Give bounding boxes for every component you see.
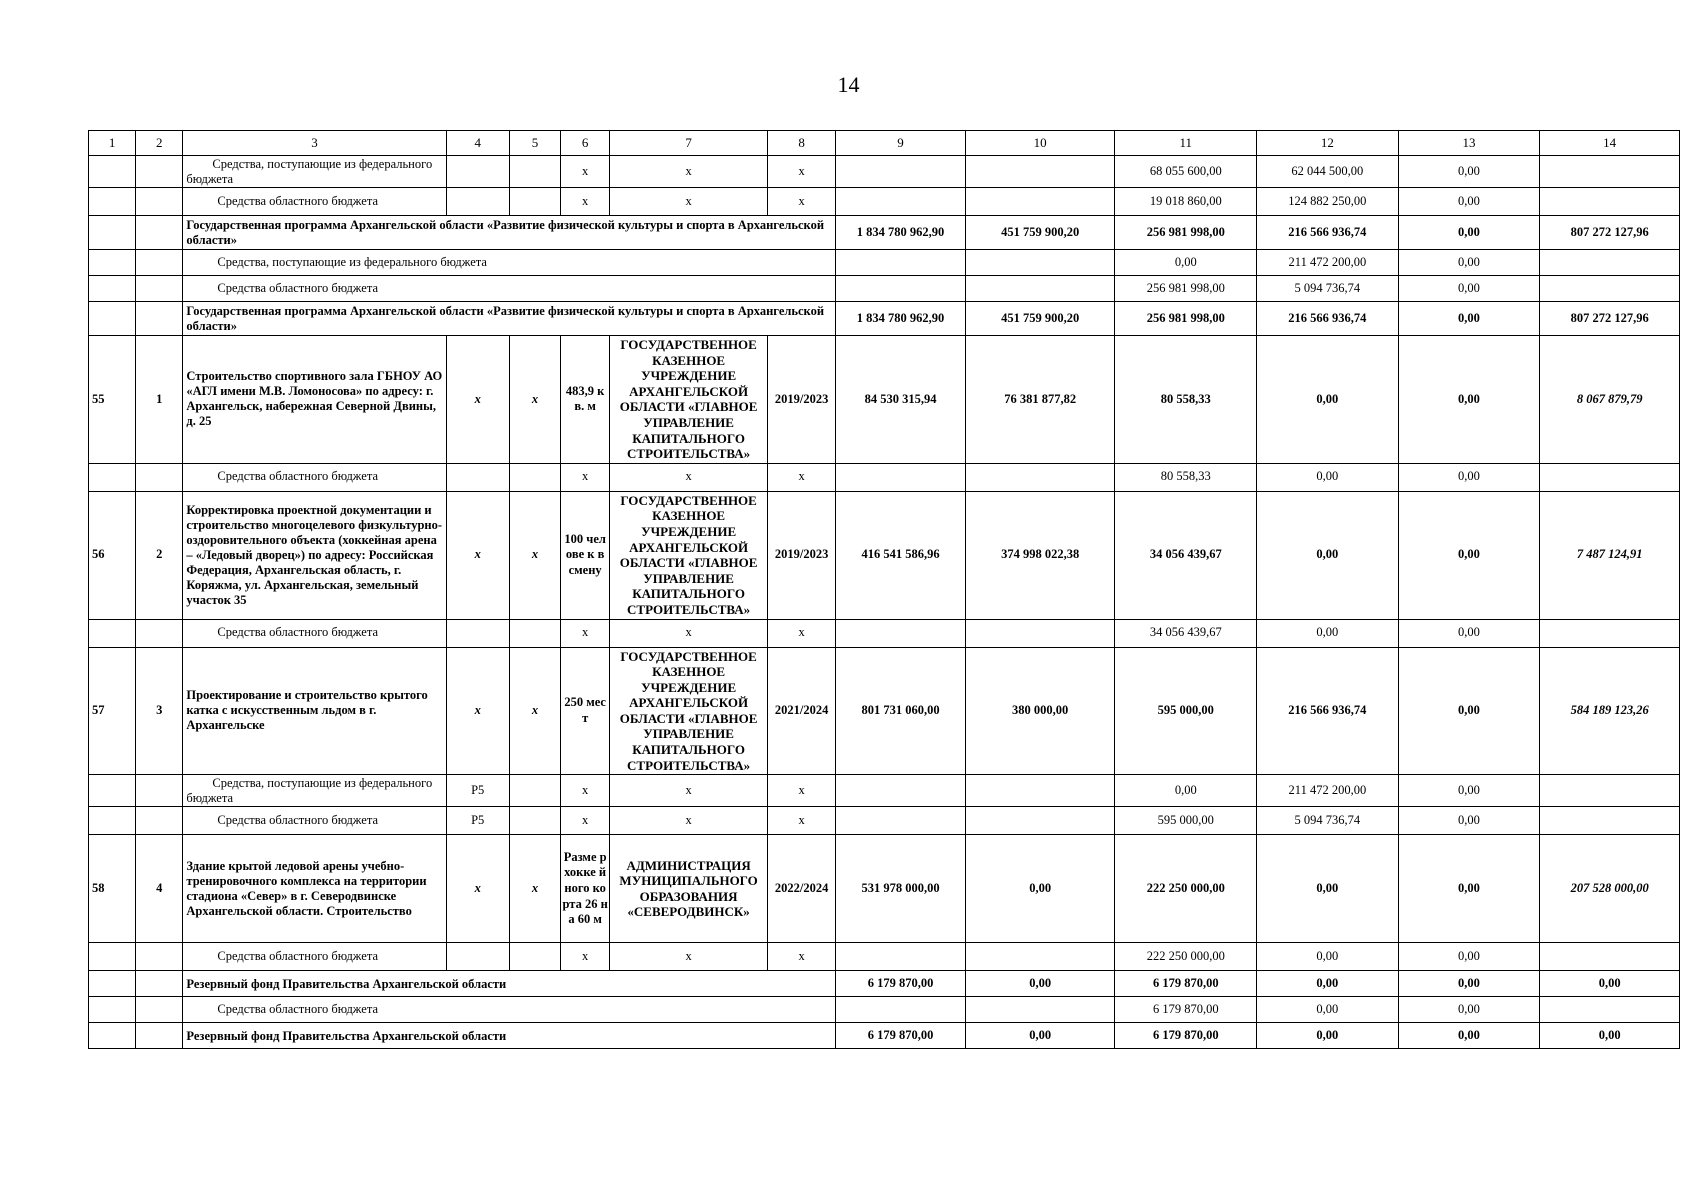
object-sub-number: 4: [136, 835, 183, 943]
cell-col4: [446, 188, 509, 216]
cell-col4: [446, 619, 509, 647]
amount-col13: 0,00: [1398, 971, 1540, 997]
cell-empty: [136, 302, 183, 336]
cell-col8: x: [767, 619, 835, 647]
column-number: 13: [1398, 131, 1540, 156]
row-label: Средства, поступающие из федерального бюджета: [183, 775, 446, 807]
cell-col6: x: [561, 619, 610, 647]
amount-col12: 0,00: [1257, 336, 1399, 464]
amount-col13: 0,00: [1398, 250, 1540, 276]
cell-empty: [1540, 619, 1680, 647]
table-row: [89, 216, 1680, 250]
object-capacity: Разме р хокке йного корта 26 на 60 м: [561, 835, 610, 943]
cell-empty: [965, 619, 1115, 647]
program-title: Государственная программа Архангельской области «Развитие физической культуры и спорта в Архангельской области»: [183, 216, 836, 250]
amount-col9: 84 530 315,94: [836, 336, 966, 464]
object-number: 55: [89, 336, 136, 464]
row-label: Средства областного бюджета: [183, 807, 446, 835]
amount-col14: 207 528 000,00: [1540, 835, 1680, 943]
amount-col13: 0,00: [1398, 216, 1540, 250]
amount-col11: 595 000,00: [1115, 807, 1257, 835]
object-capacity: 483,9 кв. м: [561, 336, 610, 464]
amount-col12: 0,00: [1257, 619, 1399, 647]
cell-col7: x: [610, 775, 768, 807]
cell-empty: [836, 997, 966, 1023]
cell-col7: x: [610, 156, 768, 188]
cell-empty: [89, 619, 136, 647]
amount-col13: 0,00: [1398, 835, 1540, 943]
amount-col14: 807 272 127,96: [1540, 216, 1680, 250]
amount-col12: 216 566 936,74: [1257, 216, 1399, 250]
cell-empty: [89, 971, 136, 997]
amount-col13: 0,00: [1398, 188, 1540, 216]
amount-col13: 0,00: [1398, 276, 1540, 302]
cell-empty: [836, 250, 966, 276]
cell-col4: [446, 156, 509, 188]
amount-col14: 584 189 123,26: [1540, 647, 1680, 775]
column-number: 10: [965, 131, 1115, 156]
object-customer: ГОСУДАРСТВЕННОЕ КАЗЕННОЕ УЧРЕЖДЕНИЕ АРХАНГЕЛЬСКОЙ ОБЛАСТИ «ГЛАВНОЕ УПРАВЛЕНИЕ КАПИТАЛЬНОГО СТРОИТЕЛЬСТВА»: [610, 491, 768, 619]
cell-col5: x: [509, 835, 560, 943]
table-row: [89, 971, 1680, 997]
amount-col9: 1 834 780 962,90: [836, 216, 966, 250]
table-row: [89, 943, 1680, 971]
table-row: [89, 188, 1680, 216]
table-row: [89, 1023, 1680, 1049]
program-title: Резервный фонд Правительства Архангельской области: [183, 1023, 836, 1049]
amount-col14: 0,00: [1540, 971, 1680, 997]
cell-empty: [136, 250, 183, 276]
cell-empty: [836, 775, 966, 807]
column-number: 11: [1115, 131, 1257, 156]
cell-col6: x: [561, 807, 610, 835]
amount-col12: 124 882 250,00: [1257, 188, 1399, 216]
cell-col4: x: [446, 647, 509, 775]
cell-empty: [965, 997, 1115, 1023]
amount-col12: 0,00: [1257, 971, 1399, 997]
object-customer: ГОСУДАРСТВЕННОЕ КАЗЕННОЕ УЧРЕЖДЕНИЕ АРХАНГЕЛЬСКОЙ ОБЛАСТИ «ГЛАВНОЕ УПРАВЛЕНИЕ КАПИТАЛЬНОГО СТРОИТЕЛЬСТВА»: [610, 647, 768, 775]
cell-col6: x: [561, 943, 610, 971]
cell-col6: x: [561, 775, 610, 807]
amount-col10: 0,00: [965, 971, 1115, 997]
cell-empty: [89, 997, 136, 1023]
object-period: 2019/2023: [767, 336, 835, 464]
cell-empty: [965, 943, 1115, 971]
amount-col11: 222 250 000,00: [1115, 835, 1257, 943]
object-period: 2022/2024: [767, 835, 835, 943]
amount-col11: 256 981 998,00: [1115, 216, 1257, 250]
cell-col8: x: [767, 775, 835, 807]
amount-col12: 0,00: [1257, 463, 1399, 491]
cell-col8: x: [767, 807, 835, 835]
amount-col13: 0,00: [1398, 1023, 1540, 1049]
cell-empty: [509, 619, 560, 647]
amount-col13: 0,00: [1398, 491, 1540, 619]
column-number: 5: [509, 131, 560, 156]
amount-col13: 0,00: [1398, 336, 1540, 464]
cell-empty: [965, 276, 1115, 302]
cell-col4: x: [446, 336, 509, 464]
table-row: [89, 156, 1680, 188]
column-number-row: [89, 131, 1680, 156]
cell-col7: x: [610, 943, 768, 971]
object-number: 58: [89, 835, 136, 943]
amount-col9: 801 731 060,00: [836, 647, 966, 775]
row-label: Средства, поступающие из федерального бюджета: [183, 250, 836, 276]
column-number: 4: [446, 131, 509, 156]
cell-empty: [136, 276, 183, 302]
cell-empty: [1540, 276, 1680, 302]
cell-empty: [836, 188, 966, 216]
object-sub-number: 1: [136, 336, 183, 464]
cell-empty: [1540, 997, 1680, 1023]
row-label: Средства областного бюджета: [183, 997, 836, 1023]
cell-empty: [89, 250, 136, 276]
column-number: 14: [1540, 131, 1680, 156]
amount-col14: 8 067 879,79: [1540, 336, 1680, 464]
cell-empty: [1540, 943, 1680, 971]
cell-col5: x: [509, 647, 560, 775]
cell-empty: [509, 188, 560, 216]
object-name: Строительство спортивного зала ГБНОУ АО «АГЛ имени М.В. Ломоносова» по адресу: г. Архангельск, набережная Северной Двины, д. 25: [183, 336, 446, 464]
amount-col12: 0,00: [1257, 491, 1399, 619]
amount-col11: 34 056 439,67: [1115, 491, 1257, 619]
cell-col6: x: [561, 188, 610, 216]
table-row: [89, 491, 1680, 619]
amount-col13: 0,00: [1398, 775, 1540, 807]
amount-col12: 5 094 736,74: [1257, 276, 1399, 302]
cell-empty: [89, 943, 136, 971]
amount-col12: 5 094 736,74: [1257, 807, 1399, 835]
column-number: 2: [136, 131, 183, 156]
cell-empty: [1540, 463, 1680, 491]
cell-empty: [965, 775, 1115, 807]
amount-col11: 34 056 439,67: [1115, 619, 1257, 647]
program-title: Резервный фонд Правительства Архангельской области: [183, 971, 836, 997]
amount-col12: 211 472 200,00: [1257, 250, 1399, 276]
cell-empty: [1540, 807, 1680, 835]
cell-col8: x: [767, 188, 835, 216]
column-number: 9: [836, 131, 966, 156]
amount-col14: 807 272 127,96: [1540, 302, 1680, 336]
amount-col12: 0,00: [1257, 1023, 1399, 1049]
cell-empty: [89, 302, 136, 336]
cell-empty: [136, 463, 183, 491]
cell-col6: x: [561, 156, 610, 188]
amount-col12: 211 472 200,00: [1257, 775, 1399, 807]
table-body: [89, 131, 1680, 1049]
amount-col12: 216 566 936,74: [1257, 647, 1399, 775]
budget-table: [88, 130, 1680, 1049]
column-number: 8: [767, 131, 835, 156]
table-row: [89, 463, 1680, 491]
object-name: Здание крытой ледовой арены учебно-тренировочного комплекса на территории стадиона «Север» в г. Северодвинске Архангельской области. Строительство: [183, 835, 446, 943]
cell-col7: x: [610, 619, 768, 647]
object-customer: АДМИНИСТРАЦИЯ МУНИЦИПАЛЬНОГО ОБРАЗОВАНИЯ «СЕВЕРОДВИНСК»: [610, 835, 768, 943]
amount-col9: 531 978 000,00: [836, 835, 966, 943]
cell-empty: [136, 997, 183, 1023]
object-customer: ГОСУДАРСТВЕННОЕ КАЗЕННОЕ УЧРЕЖДЕНИЕ АРХАНГЕЛЬСКОЙ ОБЛАСТИ «ГЛАВНОЕ УПРАВЛЕНИЕ КАПИТАЛЬНОГО СТРОИТЕЛЬСТВА»: [610, 336, 768, 464]
cell-col7: x: [610, 463, 768, 491]
cell-empty: [136, 971, 183, 997]
cell-empty: [1540, 188, 1680, 216]
amount-col11: 0,00: [1115, 250, 1257, 276]
amount-col11: 256 981 998,00: [1115, 276, 1257, 302]
amount-col13: 0,00: [1398, 647, 1540, 775]
cell-empty: [89, 276, 136, 302]
amount-col10: 374 998 022,38: [965, 491, 1115, 619]
cell-empty: [965, 807, 1115, 835]
amount-col11: 6 179 870,00: [1115, 1023, 1257, 1049]
cell-col4: x: [446, 491, 509, 619]
column-number: 12: [1257, 131, 1399, 156]
amount-col11: 256 981 998,00: [1115, 302, 1257, 336]
table-row: [89, 807, 1680, 835]
cell-col5: x: [509, 336, 560, 464]
table-row: [89, 276, 1680, 302]
object-capacity: 100 челове к в смену: [561, 491, 610, 619]
cell-empty: [136, 1023, 183, 1049]
row-label: Средства областного бюджета: [183, 276, 836, 302]
object-name: Корректировка проектной документации и строительство многоцелевого физкультурно-оздоровительного объекта (хоккейная арена – «Ледовый дворец») по адресу: Российская Федерация, Архангельская область, г. Коряжма, ул. Архангельская, земельный участок 35: [183, 491, 446, 619]
cell-empty: [509, 463, 560, 491]
column-number: 7: [610, 131, 768, 156]
cell-col4: x: [446, 835, 509, 943]
cell-empty: [836, 807, 966, 835]
cell-empty: [965, 463, 1115, 491]
cell-empty: [1540, 156, 1680, 188]
cell-empty: [509, 943, 560, 971]
cell-col8: x: [767, 156, 835, 188]
row-label: Средства областного бюджета: [183, 463, 446, 491]
object-number: 56: [89, 491, 136, 619]
amount-col11: 19 018 860,00: [1115, 188, 1257, 216]
cell-empty: [136, 619, 183, 647]
amount-col14: 7 487 124,91: [1540, 491, 1680, 619]
cell-empty: [836, 619, 966, 647]
amount-col11: 80 558,33: [1115, 336, 1257, 464]
column-number: 1: [89, 131, 136, 156]
cell-empty: [89, 216, 136, 250]
page-number: 14: [837, 72, 860, 97]
amount-col12: 0,00: [1257, 835, 1399, 943]
cell-empty: [89, 1023, 136, 1049]
cell-col7: x: [610, 188, 768, 216]
amount-col9: 1 834 780 962,90: [836, 302, 966, 336]
amount-col11: 80 558,33: [1115, 463, 1257, 491]
table-row: [89, 250, 1680, 276]
cell-col6: x: [561, 463, 610, 491]
amount-col11: 6 179 870,00: [1115, 997, 1257, 1023]
amount-col13: 0,00: [1398, 997, 1540, 1023]
amount-col12: 0,00: [1257, 943, 1399, 971]
amount-col13: 0,00: [1398, 302, 1540, 336]
cell-empty: [836, 156, 966, 188]
amount-col14: 0,00: [1540, 1023, 1680, 1049]
amount-col9: 416 541 586,96: [836, 491, 966, 619]
amount-col10: 380 000,00: [965, 647, 1115, 775]
amount-col11: 68 055 600,00: [1115, 156, 1257, 188]
cell-empty: [509, 807, 560, 835]
table-row: [89, 302, 1680, 336]
amount-col10: 76 381 877,82: [965, 336, 1115, 464]
program-title: Государственная программа Архангельской области «Развитие физической культуры и спорта в Архангельской области»: [183, 302, 836, 336]
amount-col10: 451 759 900,20: [965, 302, 1115, 336]
amount-col12: 62 044 500,00: [1257, 156, 1399, 188]
amount-col11: 595 000,00: [1115, 647, 1257, 775]
cell-empty: [89, 463, 136, 491]
cell-col8: x: [767, 943, 835, 971]
amount-col13: 0,00: [1398, 619, 1540, 647]
row-label: Средства областного бюджета: [183, 619, 446, 647]
cell-empty: [89, 188, 136, 216]
amount-col12: 216 566 936,74: [1257, 302, 1399, 336]
amount-col10: 451 759 900,20: [965, 216, 1115, 250]
cell-empty: [965, 156, 1115, 188]
amount-col10: 0,00: [965, 835, 1115, 943]
cell-empty: [509, 156, 560, 188]
row-label: Средства областного бюджета: [183, 188, 446, 216]
amount-col13: 0,00: [1398, 943, 1540, 971]
cell-empty: [836, 276, 966, 302]
cell-empty: [965, 250, 1115, 276]
amount-col13: 0,00: [1398, 807, 1540, 835]
cell-empty: [836, 463, 966, 491]
table-row: [89, 619, 1680, 647]
cell-empty: [1540, 775, 1680, 807]
table-row: [89, 997, 1680, 1023]
cell-col4: [446, 943, 509, 971]
cell-empty: [136, 216, 183, 250]
cell-empty: [136, 188, 183, 216]
cell-empty: [89, 775, 136, 807]
cell-col4: P5: [446, 807, 509, 835]
amount-col13: 0,00: [1398, 463, 1540, 491]
amount-col13: 0,00: [1398, 156, 1540, 188]
cell-empty: [836, 943, 966, 971]
row-label: Средства, поступающие из федерального бюджета: [183, 156, 446, 188]
object-sub-number: 3: [136, 647, 183, 775]
table-row: [89, 775, 1680, 807]
cell-empty: [965, 188, 1115, 216]
amount-col11: 6 179 870,00: [1115, 971, 1257, 997]
amount-col10: 0,00: [965, 1023, 1115, 1049]
cell-col7: x: [610, 807, 768, 835]
cell-empty: [89, 807, 136, 835]
cell-empty: [89, 156, 136, 188]
table-row: [89, 647, 1680, 775]
cell-col5: x: [509, 491, 560, 619]
amount-col9: 6 179 870,00: [836, 1023, 966, 1049]
table-row: [89, 835, 1680, 943]
object-period: 2021/2024: [767, 647, 835, 775]
object-name: Проектирование и строительство крытого катка с искусственным льдом в г. Архангельске: [183, 647, 446, 775]
object-period: 2019/2023: [767, 491, 835, 619]
amount-col11: 0,00: [1115, 775, 1257, 807]
column-number: 3: [183, 131, 446, 156]
cell-empty: [136, 156, 183, 188]
object-sub-number: 2: [136, 491, 183, 619]
cell-empty: [136, 775, 183, 807]
cell-col4: [446, 463, 509, 491]
amount-col9: 6 179 870,00: [836, 971, 966, 997]
cell-empty: [509, 775, 560, 807]
cell-empty: [136, 807, 183, 835]
row-label: Средства областного бюджета: [183, 943, 446, 971]
cell-col8: x: [767, 463, 835, 491]
cell-empty: [1540, 250, 1680, 276]
column-number: 6: [561, 131, 610, 156]
amount-col11: 222 250 000,00: [1115, 943, 1257, 971]
object-capacity: 250 мест: [561, 647, 610, 775]
object-number: 57: [89, 647, 136, 775]
cell-empty: [136, 943, 183, 971]
cell-col4: P5: [446, 775, 509, 807]
amount-col12: 0,00: [1257, 997, 1399, 1023]
table-row: [89, 336, 1680, 464]
